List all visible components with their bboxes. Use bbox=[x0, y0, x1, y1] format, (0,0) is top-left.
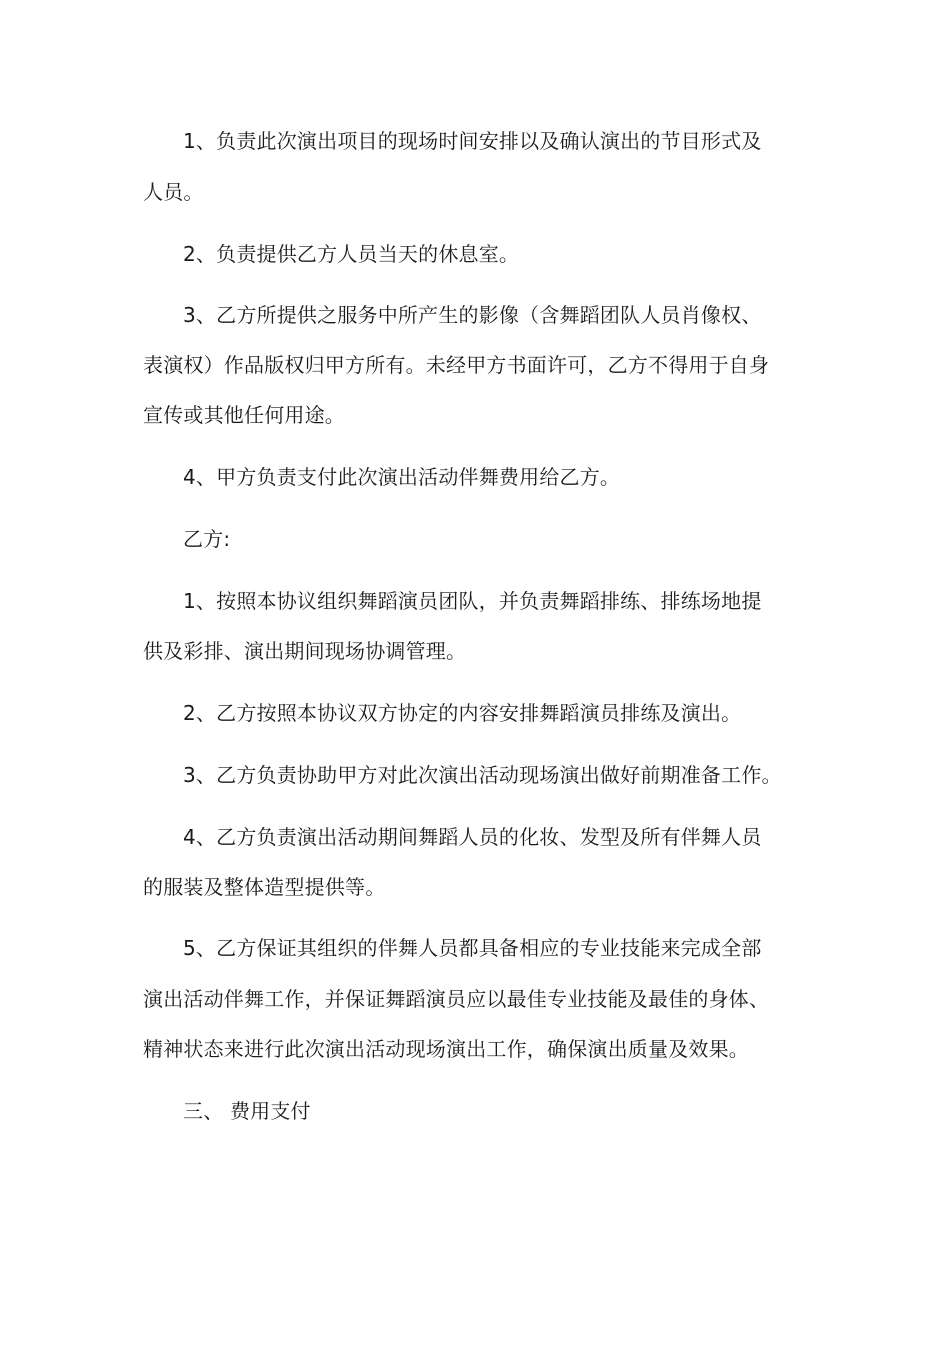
section-label: 乙方: bbox=[183, 527, 231, 551]
paragraph-line: 5、乙方保证其组织的伴舞人员都具备相应的专业技能来完成全部 bbox=[183, 936, 762, 960]
paragraph-line: 精神状态来进行此次演出活动现场演出工作，确保演出质量及效果。 bbox=[143, 1037, 749, 1061]
paragraph-line: 3、乙方所提供之服务中所产生的影像（含舞蹈团队人员肖像权、 bbox=[183, 303, 762, 327]
paragraph-line: 3、乙方负责协助甲方对此次演出活动现场演出做好前期准备工作。 bbox=[183, 763, 782, 787]
paragraph-line: 供及彩排、演出期间现场协调管理。 bbox=[143, 639, 467, 663]
section-heading: 三、 费用支付 bbox=[183, 1099, 311, 1123]
paragraph-line: 4、甲方负责支付此次演出活动伴舞费用给乙方。 bbox=[183, 465, 621, 489]
paragraph-line: 1、按照本协议组织舞蹈演员团队，并负责舞蹈排练、排练场地提 bbox=[183, 589, 762, 613]
paragraph-line: 2、乙方按照本协议双方协定的内容安排舞蹈演员排练及演出。 bbox=[183, 701, 742, 725]
paragraph-line: 表演权）作品版权归甲方所有。未经甲方书面许可，乙方不得用于自身 bbox=[143, 353, 770, 377]
paragraph-line: 1、负责此次演出项目的现场时间安排以及确认演出的节目形式及 bbox=[183, 129, 762, 153]
paragraph-line: 的服装及整体造型提供等。 bbox=[143, 875, 386, 899]
paragraph-line: 4、乙方负责演出活动期间舞蹈人员的化妆、发型及所有伴舞人员 bbox=[183, 825, 762, 849]
paragraph-line: 宣传或其他任何用途。 bbox=[143, 403, 345, 427]
paragraph-line: 人员。 bbox=[143, 180, 204, 204]
paragraph-line: 演出活动伴舞工作，并保证舞蹈演员应以最佳专业技能及最佳的身体、 bbox=[143, 987, 770, 1011]
paragraph-line: 2、负责提供乙方人员当天的休息室。 bbox=[183, 242, 520, 266]
